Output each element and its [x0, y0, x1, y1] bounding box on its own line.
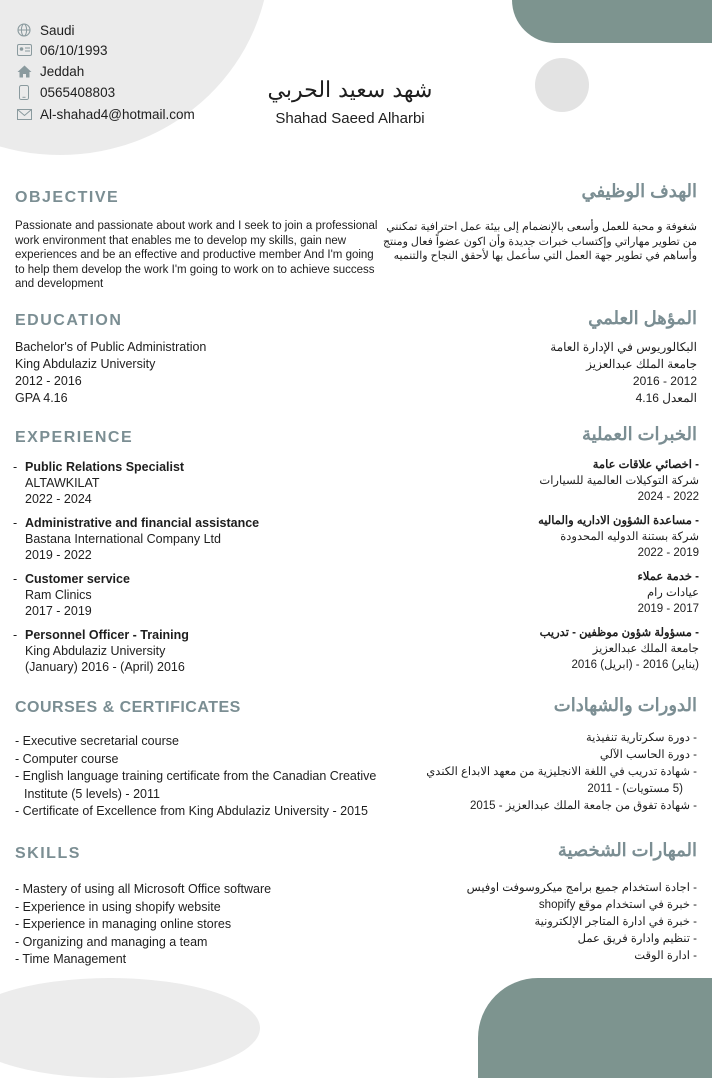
course-item-en: - English language training certificate from the Canadian Creative: [15, 769, 377, 783]
job-title-en: Public Relations Specialist: [25, 460, 185, 474]
job-org-en: Bastana International Company Ltd: [25, 532, 221, 546]
job-org-en: ALTAWKILAT: [25, 476, 100, 490]
job-title-ar: - خدمة عملاء: [638, 569, 699, 585]
skill-item-en: - Experience in managing online stores: [15, 917, 232, 931]
gpa-en: GPA 4.16: [15, 391, 68, 405]
skill-item-ar: - تنظيم وادارة فريق عمل: [577, 933, 697, 945]
id-card-icon: [15, 42, 33, 58]
job-dates-ar: 2022 - 2024: [637, 491, 699, 503]
job-dates-ar: 2017 - 2019: [637, 603, 699, 615]
skill-item-ar: - خبرة في ادارة المتاجر الإلكترونية: [534, 916, 697, 928]
country-text: Saudi: [40, 22, 75, 38]
email-text: Al-shahad4@hotmail.com: [40, 106, 195, 122]
decor-shape-bottom-right: [478, 978, 712, 1078]
experience-item-ar: [540, 625, 699, 673]
dob-text: 06/10/1993: [40, 42, 108, 58]
job-title-en: Personnel Officer - Training: [25, 628, 189, 642]
experience-item-ar: [538, 513, 699, 561]
experience-item-ar: [638, 569, 699, 617]
skills-list-en: [15, 881, 271, 969]
name-arabic: شهد سعيد الحربي: [267, 78, 433, 103]
job-dates-ar: (يناير) 2016 - (ابريل) 2016: [571, 659, 699, 671]
job-dates-en: 2017 - 2019: [25, 604, 92, 618]
courses-list-ar: [426, 730, 697, 815]
experience-item-en: - Administrative and financial assistance Bastana International Company Ltd 2019 - 2022: [13, 516, 260, 562]
job-dates-ar: 2019 - 2022: [637, 547, 699, 559]
contact-dob: [15, 40, 108, 60]
job-title-ar: - مسؤولة شؤون موظفين - تدريب: [540, 625, 699, 641]
job-org-ar: عيادات رام: [646, 587, 699, 599]
decor-bar-top-right: [512, 0, 712, 43]
experience-heading-ar: الخبرات العملية: [581, 424, 697, 444]
courses-heading-en: COURSES & CERTIFICATES: [15, 699, 241, 716]
job-org-en: King Abdulaziz University: [25, 644, 166, 658]
decor-shape-bottom-left: [0, 978, 260, 1078]
objective-text-ar: شغوفة و محبة للعمل وأسعى بالإنضمام إلى بيئة عمل احترافية تمكنني من تطوير مهاراتي وإكتساب خبرات جديدة وأن اكون عضواً فعال ومنتج وأساهم في تطوير جهة العمل التي سأعمل بها لأحقق النجاح والتنميه: [382, 221, 697, 262]
name-english: Shahad Saeed Alharbi: [275, 110, 425, 127]
job-dates-en: 2019 - 2022: [25, 548, 92, 562]
course-item-ar: - شهادة تدريب في اللغة الانجليزية من معهد الابداع الكندي: [426, 766, 697, 778]
job-title-ar: - مساعدة الشؤون الاداريه والماليه: [538, 513, 699, 529]
job-title-en: Administrative and financial assistance: [25, 516, 260, 530]
years-en: 2012 - 2016: [15, 374, 82, 388]
course-item-ar: - شهادة تفوق من جامعة الملك عبدالعزيز - 2015: [469, 800, 697, 812]
education-heading-en: EDUCATION: [15, 312, 123, 329]
contact-city: [15, 61, 84, 81]
course-item-ar-continued: (5 مستويات) - 2011: [587, 783, 683, 795]
objective-heading-ar: الهدف الوظيفي: [581, 181, 697, 201]
job-org-ar: شركة بستنة الدوليه المحدودة: [560, 531, 699, 543]
university-en: King Abdulaziz University: [15, 357, 156, 371]
job-title-ar: - اخصائي علاقات عامة: [539, 457, 699, 473]
job-dates-en: (January) 2016 - (April) 2016: [25, 660, 185, 674]
phone-text: 0565408803: [40, 84, 116, 100]
course-item-ar: - دورة سكرتارية تنفيذية: [586, 732, 697, 744]
course-item-en: - Computer course: [15, 751, 119, 766]
experience-item-ar: [539, 457, 699, 505]
skill-item-ar: - خبرة في استخدام موقع shopify: [538, 899, 697, 911]
job-dates-en: 2022 - 2024: [25, 492, 92, 506]
objective-heading-en: OBJECTIVE: [15, 189, 120, 206]
mail-icon: [15, 106, 33, 122]
courses-list-en: [15, 733, 376, 821]
degree-en: Bachelor's of Public Administration: [15, 340, 207, 354]
skill-item-en: - Experience in using shopify website: [15, 899, 221, 914]
skills-list-ar: [467, 880, 697, 965]
home-icon: [15, 63, 33, 79]
education-list-en: [15, 339, 206, 407]
experience-heading-en: EXPERIENCE: [15, 429, 134, 446]
education-heading-ar: المؤهل العلمي: [588, 308, 697, 328]
skill-item-en: - Organizing and managing a team: [15, 934, 208, 949]
city-text: Jeddah: [40, 63, 85, 79]
course-item-en: - Executive secretarial course: [15, 734, 179, 748]
contact-email: [15, 104, 195, 124]
job-org-en: Ram Clinics: [25, 588, 92, 602]
experience-item-en: - Personnel Officer - Training King Abdulaziz University (January) 2016 - (April) 2016: [13, 628, 189, 674]
skill-item-en: - Mastery of using all Microsoft Office software: [15, 882, 272, 896]
course-item-ar: - دورة الحاسب الآلي: [599, 749, 697, 761]
skill-item-ar: - اجادة استخدام جميع برامج ميكروسوفت اوفيس: [466, 882, 697, 894]
skill-item-en: - Time Management: [15, 952, 127, 966]
job-title-en: Customer service: [25, 572, 130, 586]
university-ar: جامعة الملك عبدالعزيز: [586, 357, 697, 371]
skill-item-ar: - ادارة الوقت: [634, 950, 697, 962]
gpa-ar: المعدل 4.16: [635, 391, 697, 405]
job-org-ar: جامعة الملك عبدالعزيز: [592, 643, 699, 655]
skills-heading-ar: المهارات الشخصية: [557, 840, 697, 860]
course-item-en-continued: Institute (5 levels) - 2011: [24, 786, 160, 801]
experience-item-en: - Customer service Ram Clinics 2017 - 2019: [13, 572, 130, 618]
education-list-ar: [550, 339, 697, 407]
contact-country: [15, 20, 75, 40]
skills-heading-en: SKILLS: [15, 845, 81, 862]
course-item-en: - Certificate of Excellence from King Abdulaziz University - 2015: [15, 804, 368, 818]
job-org-ar: شركة التوكيلات العالمية للسيارات: [539, 475, 699, 487]
courses-heading-ar: الدورات والشهادات: [553, 695, 697, 715]
globe-icon: [15, 22, 33, 38]
decor-circle: [535, 58, 589, 112]
contact-phone: [15, 82, 115, 102]
phone-icon: [15, 84, 33, 100]
objective-text-en: Passionate and passionate about work and I seek to join a professional work environment that enables me to develop my skills, gain new experiences and be an effective and productive member And I'm going to help them develop the work I'm going to work on to achieve success and development: [15, 220, 378, 290]
experience-item-en: - Public Relations Specialist ALTAWKILAT 2022 - 2024: [13, 460, 185, 506]
years-ar: 2012 - 2016: [632, 374, 697, 388]
degree-ar: البكالوريوس في الإدارة العامة: [550, 340, 697, 354]
